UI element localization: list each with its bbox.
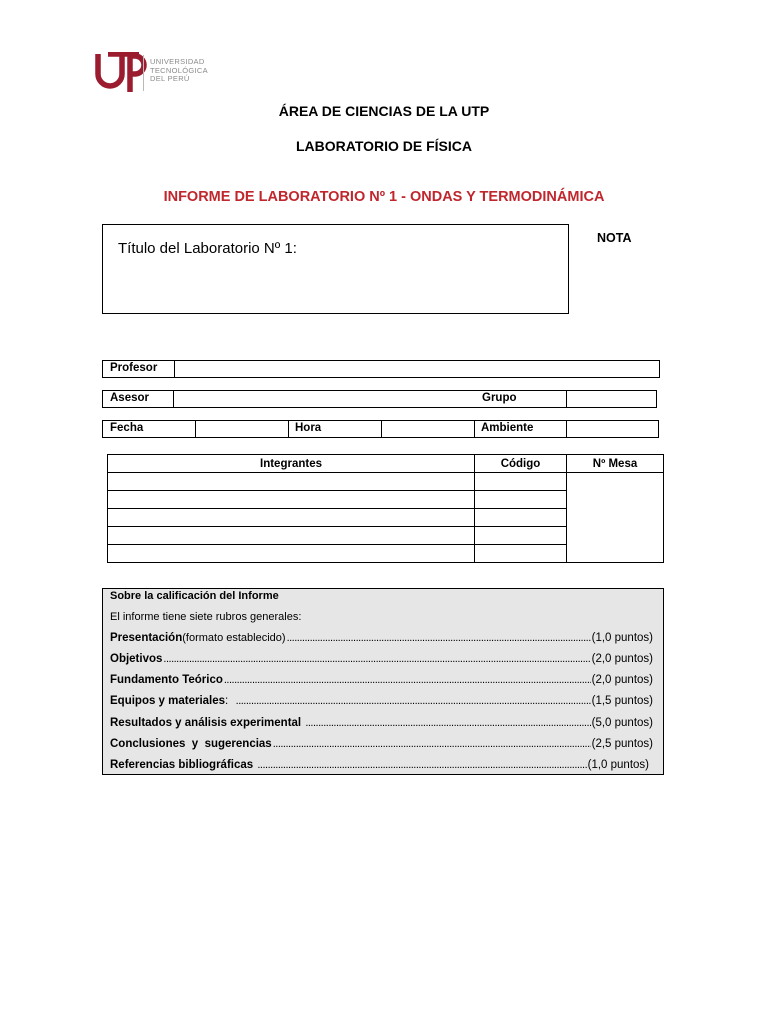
item-name: Equipos y materiales xyxy=(110,695,226,707)
lab-title-box[interactable] xyxy=(102,224,569,314)
item-name: Referencias bibliográficas xyxy=(110,759,254,771)
item-name: Resultados y análisis experimental xyxy=(110,717,302,729)
item-note: : xyxy=(225,695,235,707)
item-name: Conclusiones y sugerencias xyxy=(110,738,272,750)
logo-line-2: TECNOLÓGICA xyxy=(150,65,208,75)
logo-u-shape xyxy=(98,54,122,86)
codigo-header: Código xyxy=(475,455,567,473)
codigo-cell[interactable] xyxy=(475,491,567,509)
logo-text xyxy=(150,58,208,84)
logo-line-1: UNIVERSIDAD xyxy=(150,57,205,66)
codigo-cell[interactable] xyxy=(475,527,567,545)
profesor-label: Profesor xyxy=(110,362,158,374)
profesor-row xyxy=(102,360,660,378)
grading-item-resultados xyxy=(110,717,653,729)
item-points: (1,5 puntos) xyxy=(591,695,653,707)
area-heading: ÁREA DE CIENCIAS DE LA UTP xyxy=(278,103,490,119)
hora-label: Hora xyxy=(295,422,322,434)
grading-item-fundamento xyxy=(110,674,653,686)
item-note: (formato establecido) xyxy=(182,632,286,644)
ambiente-label-divider xyxy=(474,421,475,437)
grading-item-referencias xyxy=(110,759,649,771)
integrante-cell[interactable] xyxy=(108,473,475,491)
integrante-cell[interactable] xyxy=(108,527,475,545)
item-points: (1,0 puntos) xyxy=(587,759,649,771)
ambiente-field[interactable] xyxy=(566,421,658,437)
item-note xyxy=(253,759,256,771)
nota-label: NOTA xyxy=(597,231,632,245)
asesor-label: Asesor xyxy=(110,392,149,404)
grading-item-presentacion xyxy=(110,632,653,644)
item-points: (2,5 puntos) xyxy=(591,738,653,750)
logo-line-3: DEL PERÚ xyxy=(150,74,190,83)
hora-label-divider xyxy=(288,421,289,437)
grading-title: Sobre la calificación del Informe xyxy=(110,590,279,602)
leader-dots xyxy=(305,717,590,729)
codigo-cell[interactable] xyxy=(475,545,567,563)
leader-dots xyxy=(163,653,590,665)
report-heading: INFORME DE LABORATORIO Nº 1 - ONDAS Y TERMODINÁMICA xyxy=(163,189,605,205)
item-name: Presentación xyxy=(110,632,183,644)
item-points: (1,0 puntos) xyxy=(591,632,653,644)
grupo-field[interactable] xyxy=(566,391,656,407)
item-name: Fundamento Teórico xyxy=(110,674,223,686)
grading-item-conclusiones xyxy=(110,738,653,750)
grading-box xyxy=(102,588,664,775)
codigo-cell[interactable] xyxy=(475,509,567,527)
grading-intro: El informe tiene siete rubros generales: xyxy=(110,611,302,623)
mesa-cell[interactable] xyxy=(567,473,664,563)
integrantes-header: Integrantes xyxy=(108,455,475,473)
grading-item-equipos xyxy=(110,695,653,707)
integrante-cell[interactable] xyxy=(108,545,475,563)
item-name: Objetivos xyxy=(110,653,163,665)
item-points: (2,0 puntos) xyxy=(591,653,653,665)
leader-dots xyxy=(257,759,586,771)
members-table xyxy=(107,454,664,563)
integrante-cell[interactable] xyxy=(108,491,475,509)
leader-dots xyxy=(236,695,591,707)
item-note xyxy=(301,717,304,729)
lab-title-label: Título del Laboratorio Nº 1: xyxy=(118,240,297,257)
leader-dots xyxy=(224,674,591,686)
leader-dots xyxy=(273,738,591,750)
fecha-field[interactable] xyxy=(195,421,289,437)
table-row xyxy=(108,473,664,491)
asesor-field[interactable] xyxy=(173,391,477,407)
grupo-label: Grupo xyxy=(482,392,517,404)
leader-dots xyxy=(287,632,591,644)
integrante-cell[interactable] xyxy=(108,509,475,527)
asesor-row xyxy=(102,390,657,408)
logo-separator xyxy=(143,55,144,91)
item-points: (2,0 puntos) xyxy=(591,674,653,686)
hora-field[interactable] xyxy=(381,421,475,437)
fecha-label: Fecha xyxy=(110,422,144,434)
lab-heading: LABORATORIO DE FÍSICA xyxy=(295,138,473,154)
ambiente-label: Ambiente xyxy=(481,422,534,434)
members-header-row xyxy=(108,455,664,473)
item-points: (5,0 puntos) xyxy=(591,717,653,729)
grading-item-objetivos xyxy=(110,653,653,665)
mesa-header: Nº Mesa xyxy=(567,455,664,473)
fecha-row xyxy=(102,420,659,438)
profesor-field[interactable] xyxy=(174,361,659,377)
codigo-cell[interactable] xyxy=(475,473,567,491)
